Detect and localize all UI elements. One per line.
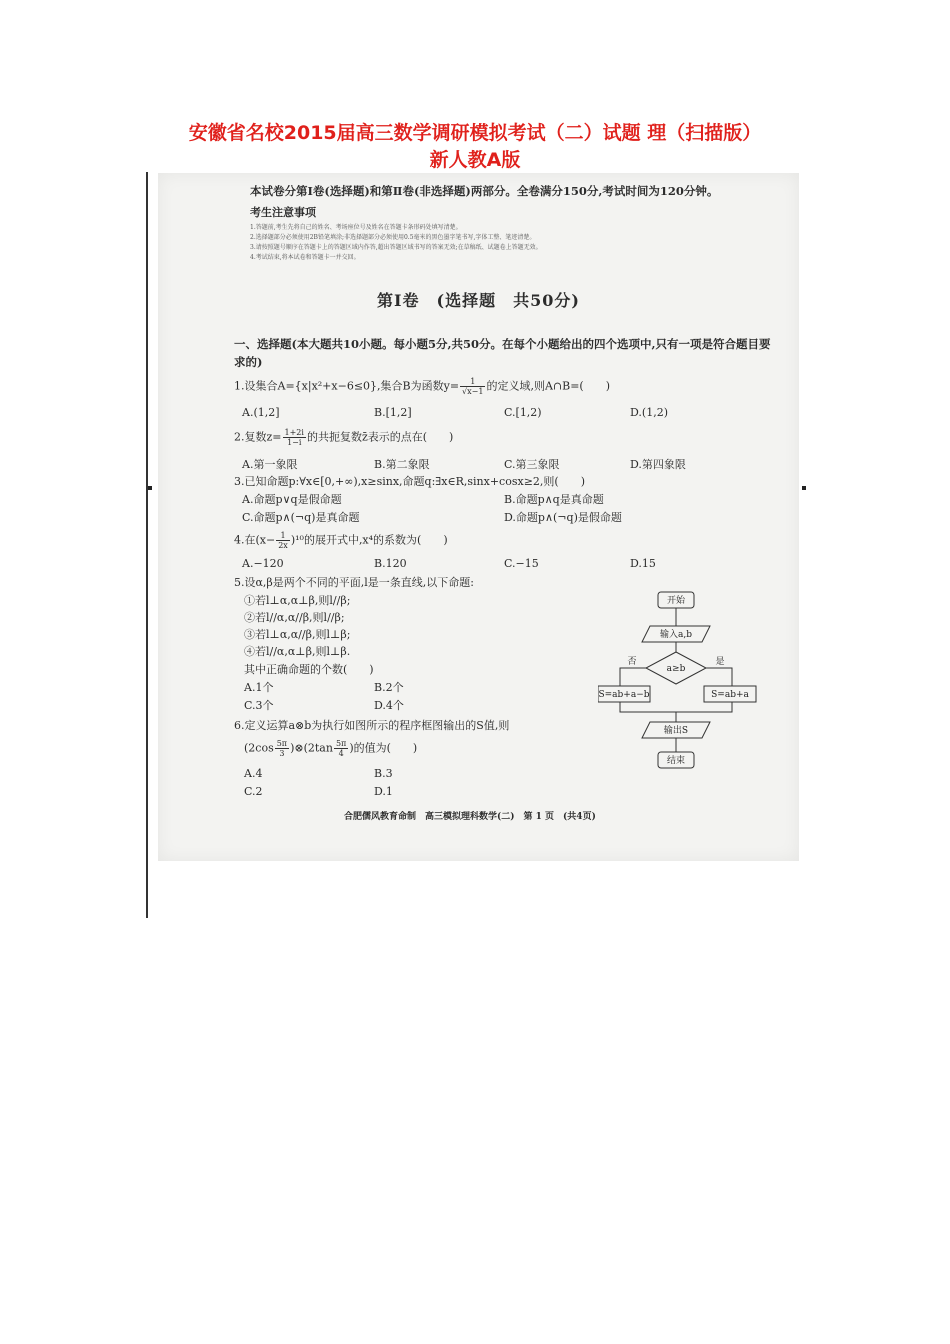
q4-frac-num: 1 — [276, 531, 290, 541]
flowchart-yes-label: 是 — [715, 657, 725, 667]
note-item: 3.请按照题号顺序在答题卡上的答题区域内作答,超出答题区域书写的答案无效;在草稿纸、试题卷上答题无效。 — [250, 244, 542, 251]
q6-expr-b: )⊗(2tan — [290, 741, 333, 755]
margin-mark-left — [148, 486, 152, 490]
q4-fraction — [276, 531, 290, 550]
flowchart-output-label: 输出S — [663, 726, 689, 736]
note-item: 2.选择题部分必须使用2B铅笔填涂;非选择题部分必须使用0.5毫米的黑色墨字笔书写,字体工整、笔迹清楚。 — [250, 234, 536, 241]
scanned-exam-page — [158, 173, 799, 861]
flowchart-arrow — [620, 668, 646, 686]
q2-frac-num: 1+2i — [284, 428, 304, 437]
q2-fraction — [283, 428, 306, 447]
q1-fraction — [460, 377, 485, 396]
q2-option-c: C.第三象限 — [504, 458, 560, 471]
q3-option-d: D.命题p∧(¬q)是假命题 — [504, 511, 622, 524]
question-2 — [234, 428, 453, 447]
q5-option-a: A.1个 — [244, 681, 274, 694]
flowchart-right-label: S=ab+a — [711, 690, 749, 700]
flowchart-arrow — [676, 702, 732, 712]
section-heading: 一、选择题(本大题共10小题。每小题5分,共50分。在每个小题给出的四个选项中,只有一项是符合题目要求的) — [234, 337, 771, 369]
q2-option-d: D.第四象限 — [630, 458, 686, 471]
q4-option-b: B.120 — [374, 557, 407, 570]
note-item: 1.答题前,考生先将自己的姓名、考场座位号及姓名在答题卡条形码处填写清楚。 — [250, 224, 462, 231]
note-item: 4.考试结束,将本试卷和答题卡一并交回。 — [250, 254, 360, 261]
flowchart — [598, 588, 768, 778]
q1-option-a: A.(1,2] — [242, 406, 280, 419]
q6-fraction-2 — [334, 739, 348, 758]
q4-stem-b: )¹⁰的展开式中,x⁴的系数为( ) — [290, 533, 448, 547]
q6-expr-c: )的值为( ) — [349, 741, 418, 755]
exam-intro: 本试卷分第Ⅰ卷(选择题)和第Ⅱ卷(非选择题)两部分。全卷满分150分,考试时间为120分钟。 — [250, 184, 719, 198]
q1-option-b: B.[1,2] — [374, 406, 412, 419]
question-1 — [234, 377, 610, 396]
question-4 — [234, 531, 448, 550]
q6-fraction-1 — [275, 739, 289, 758]
question-3: 3.已知命题p:∀x∈[0,+∞),x≥sinx,命题q:∃x∈R,sinx+cosx≥2,则( ) — [234, 475, 585, 488]
notes-heading: 考生注意事项 — [250, 206, 316, 219]
q3-option-a: A.命题p∨q是假命题 — [242, 493, 342, 506]
q4-option-a: A.−120 — [242, 557, 284, 570]
q4-option-d: D.15 — [630, 557, 656, 570]
flowchart-left-label: S=ab+a−b — [598, 690, 650, 700]
q5-option-d: D.4个 — [374, 699, 404, 712]
q1-frac-num: 1 — [460, 377, 485, 387]
q6-option-c: C.2 — [244, 785, 263, 798]
question-5: 5.设α,β是两个不同的平面,l是一条直线,以下命题: — [234, 576, 474, 589]
q4-option-c: C.−15 — [504, 557, 539, 570]
document-title-line2: 新人教A版 — [429, 149, 521, 171]
q6-option-d: D.1 — [374, 785, 393, 798]
q6-frac2-num: 5π — [335, 739, 347, 748]
q5-item: ②若l//α,α//β,则l//β; — [244, 611, 345, 624]
flowchart-input-label: 输入a,b — [660, 630, 692, 640]
flowchart-no-label: 否 — [627, 657, 637, 667]
q6-expr-a: (2cos — [244, 741, 274, 755]
flowchart-arrow — [620, 702, 676, 712]
q2-option-b: B.第二象限 — [374, 458, 430, 471]
q5-item: ①若l⊥α,α⊥β,则l//β; — [244, 594, 351, 607]
q6-frac1-den: 3 — [279, 749, 285, 758]
document-title — [0, 120, 950, 174]
flowchart-arrow — [706, 668, 732, 686]
q2-stem-b: 的共扼复数z̄表示的点在( ) — [306, 430, 454, 444]
margin-line — [146, 172, 148, 918]
q1-stem-b: 的定义域,则A∩B=( ) — [486, 379, 610, 393]
q6-expression — [244, 739, 417, 758]
q1-frac-den: √x−1 — [462, 387, 484, 396]
q5-option-b: B.2个 — [374, 681, 404, 694]
q4-stem-a: 4.在(x− — [234, 533, 276, 547]
q6-frac2-den: 4 — [338, 749, 344, 758]
q6-option-b: B.3 — [374, 767, 393, 780]
flowchart-decision-label: a≥b — [666, 664, 686, 674]
q2-stem-a: 2.复数z= — [234, 430, 282, 444]
page-footer: 合肥儒风教育命制 高三模拟理科数学(二) 第 1 页 (共4页) — [344, 812, 596, 822]
flowchart-start-label: 开始 — [666, 596, 686, 606]
q3-option-b: B.命题p∧q是真命题 — [504, 493, 604, 506]
q3-option-c: C.命题p∧(¬q)是真命题 — [242, 511, 360, 524]
q1-option-d: D.(1,2) — [630, 406, 669, 419]
q5-question: 其中正确命题的个数( ) — [244, 663, 374, 676]
flowchart-end-label: 结束 — [666, 756, 686, 766]
q2-option-a: A.第一象限 — [242, 458, 298, 471]
q5-item: ④若l//α,α⊥β,则l⊥β. — [244, 645, 351, 658]
part-title: 第Ⅰ卷 (选择题 共50分) — [377, 291, 580, 310]
document-title-line1: 安徽省名校2015届高三数学调研模拟考试（二）试题 理（扫描版） — [188, 122, 762, 144]
margin-mark-right — [802, 486, 806, 490]
q6-frac1-num: 5π — [276, 739, 288, 748]
q1-stem-a: 1.设集合A={x|x²+x−6≤0},集合B为函数y= — [234, 379, 460, 393]
q6-option-a: A.4 — [244, 767, 263, 780]
q1-option-c: C.[1,2) — [504, 406, 542, 419]
q5-item: ③若l⊥α,α//β,则l⊥β; — [244, 628, 351, 641]
q5-option-c: C.3个 — [244, 699, 274, 712]
question-6: 6.定义运算a⊗b为执行如图所示的程序框图输出的S值,则 — [234, 719, 510, 732]
q4-frac-den: 2x — [278, 541, 288, 550]
q2-frac-den: 1−i — [287, 438, 302, 447]
